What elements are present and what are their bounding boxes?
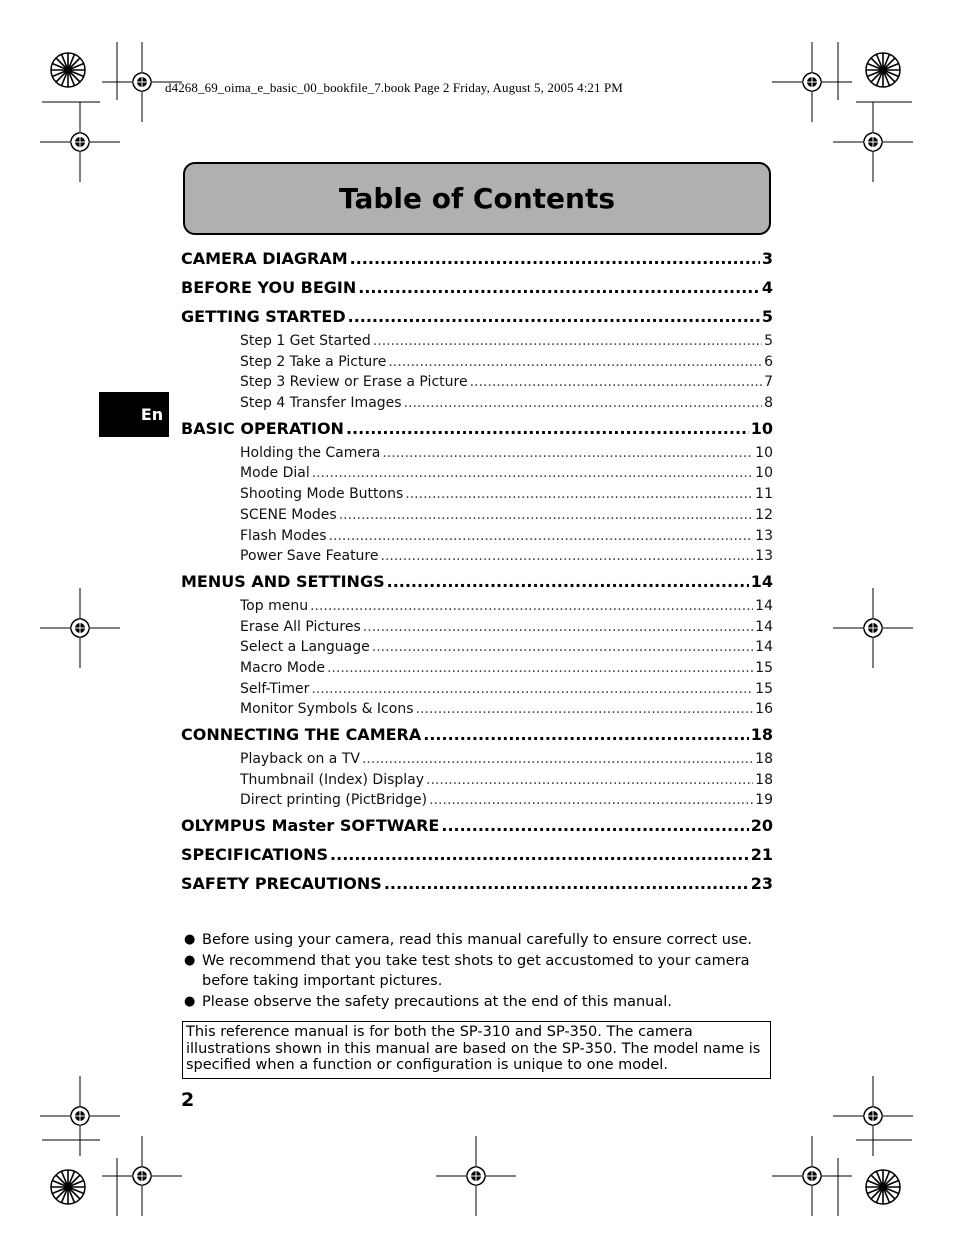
- toc-label: Step 2 Take a Picture: [240, 353, 387, 370]
- toc-label: GETTING STARTED: [181, 307, 346, 326]
- toc-label: MENUS AND SETTINGS: [181, 571, 385, 591]
- toc-camera-diagram[interactable]: [181, 244, 773, 273]
- toc-subitem[interactable]: [181, 393, 773, 414]
- toc-page: 14: [750, 571, 773, 591]
- list-item: ● Please observe the safety precautions at the end of this manual.: [184, 992, 774, 1013]
- toc-label: Shooting Mode Buttons: [240, 486, 404, 503]
- toc-subitem[interactable]: [181, 770, 773, 791]
- toc-page: 16: [755, 701, 773, 718]
- toc-label: Select a Language: [240, 639, 370, 656]
- bullet-icon: ●: [184, 932, 196, 947]
- toc-subitem[interactable]: [181, 463, 773, 484]
- toc-subitem[interactable]: [181, 484, 773, 505]
- toc-page: 19: [755, 792, 773, 809]
- toc-page: 14: [755, 639, 773, 656]
- toc-subitem[interactable]: [181, 526, 773, 547]
- toc-page: 7: [764, 374, 773, 391]
- toc-page: 18: [755, 771, 773, 788]
- toc-subitem[interactable]: [181, 699, 773, 720]
- page-number: 2: [181, 1089, 195, 1111]
- print-header: d4268_69_oima_e_basic_00_bookfile_7.book Page 2 Friday, August 5, 2005 4:21 PM: [165, 80, 623, 95]
- toc-subitem[interactable]: [181, 637, 773, 658]
- toc-page: 10: [755, 444, 773, 461]
- toc-subitem[interactable]: [181, 679, 773, 700]
- toc-label: Holding the Camera: [240, 444, 381, 461]
- toc-before-you-begin[interactable]: [181, 273, 773, 302]
- toc-page: 13: [755, 527, 773, 544]
- toc-page: 23: [750, 874, 773, 894]
- toc-label: CONNECTING THE CAMERA: [181, 725, 422, 744]
- toc-label: BASIC OPERATION: [181, 418, 344, 438]
- toc-label: Monitor Symbols & Icons: [240, 701, 414, 718]
- list-item: ● We recommend that you take test shots to get accustomed to your camera before taking important pictures.: [184, 951, 774, 992]
- toc-page: 3: [761, 249, 773, 268]
- toc-subitem[interactable]: [181, 443, 773, 464]
- toc-subitem[interactable]: [181, 658, 773, 679]
- toc-label: Power Save Feature: [240, 548, 379, 565]
- notes-list: [184, 930, 774, 1012]
- toc-label: Step 3 Review or Erase a Picture: [240, 374, 468, 391]
- toc-safety-precautions[interactable]: [181, 869, 773, 898]
- reference-note-box: This reference manual is for both the SP-310 and SP-350. The camera illustrations shown in this manual are based on the SP-350. The model name is specified when a function or configuration is unique to one model.: [182, 1021, 771, 1079]
- toc-page: 15: [755, 680, 773, 697]
- list-item: ● Before using your camera, read this manual carefully to ensure correct use.: [184, 930, 774, 951]
- toc-label: Self-Timer: [240, 680, 310, 697]
- toc-subitem[interactable]: [181, 617, 773, 638]
- toc-subitem[interactable]: [181, 790, 773, 811]
- toc-page: 14: [755, 618, 773, 635]
- toc-subitem[interactable]: [181, 352, 773, 373]
- toc-page: 20: [750, 816, 773, 836]
- toc-subitem[interactable]: [181, 749, 773, 770]
- toc-label: CAMERA DIAGRAM: [181, 249, 348, 268]
- toc-page: 8: [764, 395, 773, 412]
- table-of-contents: [181, 244, 773, 898]
- toc-label: SAFETY PRECAUTIONS: [181, 874, 382, 894]
- toc-label: Step 1 Get Started: [240, 333, 371, 349]
- toc-label: Mode Dial: [240, 465, 310, 482]
- toc-page: 18: [750, 725, 773, 744]
- language-tab: En: [99, 392, 169, 437]
- toc-label: SPECIFICATIONS: [181, 845, 329, 865]
- title-banner: [183, 162, 771, 235]
- toc-page: 12: [755, 506, 773, 523]
- toc-menus-and-settings[interactable]: [181, 567, 773, 596]
- toc-page: 6: [764, 353, 773, 370]
- toc-page: 14: [755, 597, 773, 614]
- toc-label: Thumbnail (Index) Display: [240, 771, 425, 788]
- toc-page: 10: [755, 465, 773, 482]
- toc-page: 5: [761, 307, 773, 326]
- toc-connecting-the-camera[interactable]: [181, 720, 773, 749]
- toc-page: 10: [750, 418, 773, 438]
- toc-subitem[interactable]: [181, 372, 773, 393]
- toc-page: 11: [755, 486, 773, 503]
- toc-specifications[interactable]: [181, 840, 773, 869]
- toc-page: 5: [764, 333, 773, 349]
- toc-subitem[interactable]: [181, 331, 773, 352]
- toc-label: Erase All Pictures: [240, 618, 361, 635]
- toc-label: Flash Modes: [240, 527, 327, 544]
- toc-label: Macro Mode: [240, 659, 325, 676]
- toc-getting-started[interactable]: [181, 302, 773, 331]
- bullet-icon: ●: [184, 993, 196, 1009]
- toc-label: Playback on a TV: [240, 751, 360, 767]
- toc-label: BEFORE YOU BEGIN: [181, 278, 357, 297]
- toc-basic-operation[interactable]: [181, 414, 773, 443]
- toc-olympus-master[interactable]: [181, 811, 773, 840]
- toc-subitem[interactable]: [181, 596, 773, 617]
- toc-label: OLYMPUS Master SOFTWARE: [181, 816, 440, 836]
- toc-label: Step 4 Transfer Images: [240, 395, 402, 412]
- toc-page: 13: [755, 548, 773, 565]
- toc-label: Direct printing (PictBridge): [240, 792, 428, 809]
- bullet-icon: ●: [184, 952, 196, 968]
- toc-subitem[interactable]: [181, 546, 773, 567]
- page-title: Table of Contents: [338, 182, 615, 215]
- toc-label: Top menu: [240, 597, 309, 614]
- toc-page: 18: [755, 751, 773, 767]
- toc-subitem[interactable]: [181, 505, 773, 526]
- toc-page: 4: [761, 278, 773, 297]
- toc-label: SCENE Modes: [240, 506, 337, 523]
- toc-page: 15: [755, 659, 773, 676]
- toc-page: 21: [750, 845, 773, 865]
